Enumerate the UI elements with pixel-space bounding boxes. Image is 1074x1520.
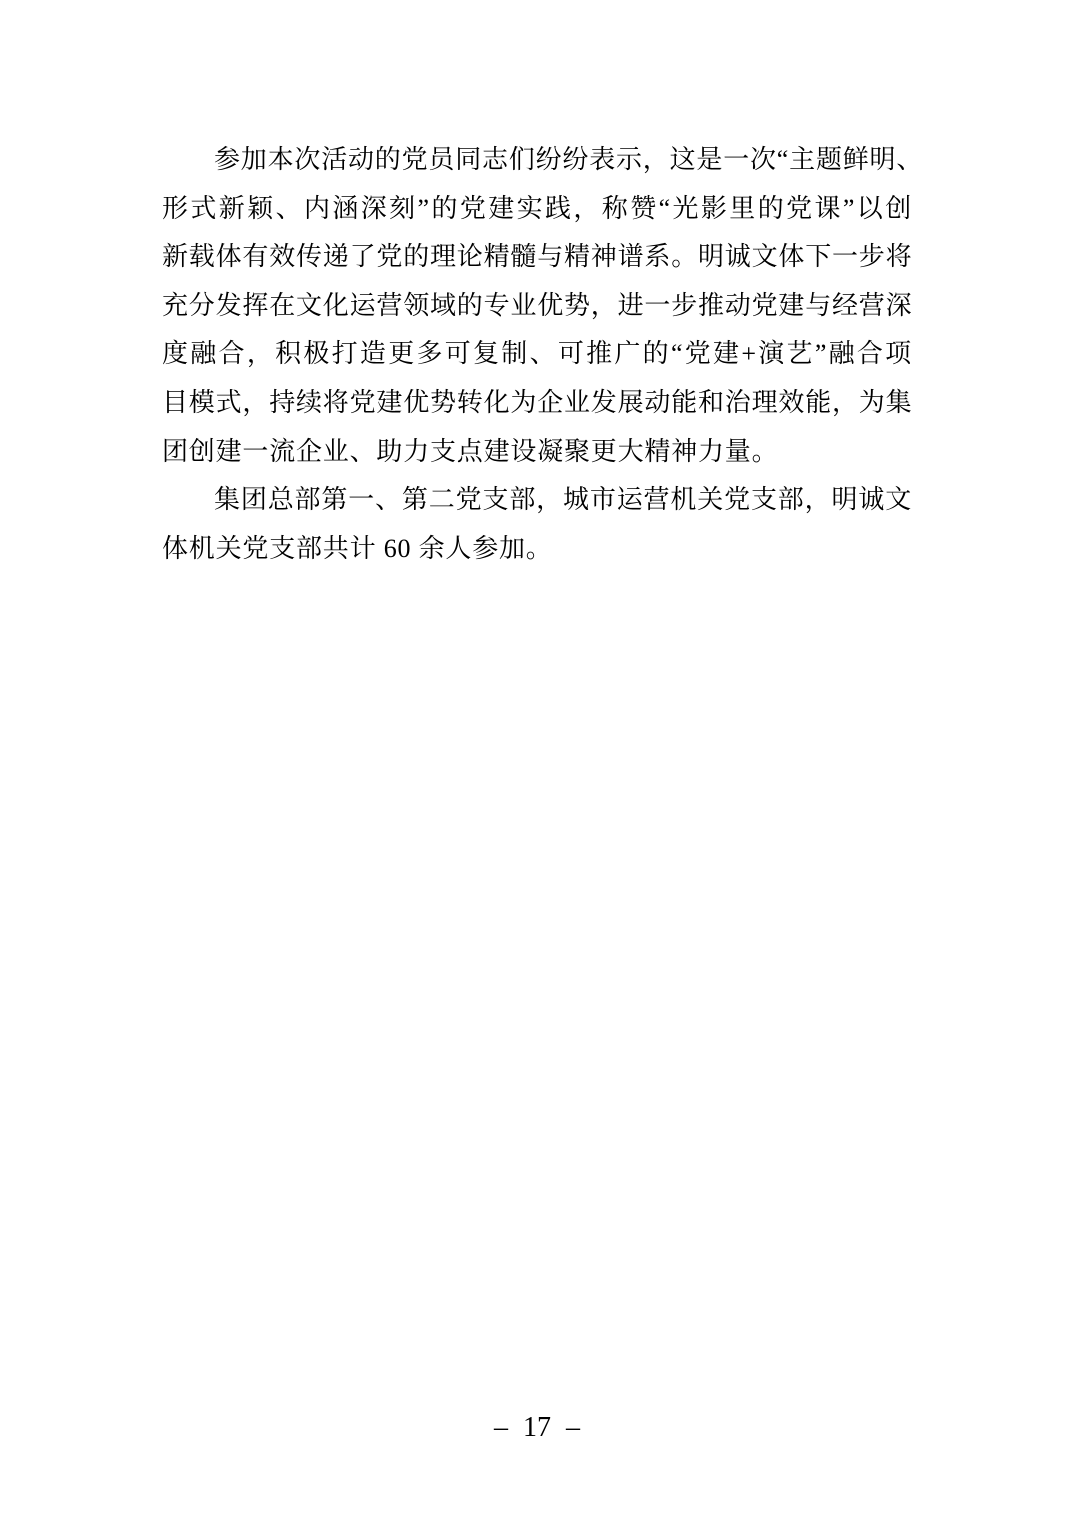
- paragraph-1-line-4: 充分发挥在文化运营领域的专业优势，进一步推动党建与经营深: [162, 290, 913, 320]
- paragraph-1-line-2: 形式新颖、内涵深刻”的党建实践，称赞“光影里的党课”以创: [162, 193, 912, 223]
- paragraph-2-line-1: 集团总部第一、第二党支部，城市运营机关党支部，明诚文: [214, 485, 912, 515]
- paragraph-2-line-2: 体机关党支部共计 60 余人参加。: [162, 533, 553, 563]
- paragraph-1-line-5: 度融合，积极打造更多可复制、可推广的“党建+演艺”融合项: [162, 339, 912, 369]
- paragraph-1-line-3: 新载体有效传递了党的理论精髓与精神谱系。明诚文体下一步将: [162, 242, 913, 272]
- page-number: – 17 –: [494, 1412, 580, 1443]
- body-text: [162, 136, 924, 573]
- paragraph-1-line-1: 参加本次活动的党员同志们纷纷表示，这是一次“主题鲜明、: [214, 145, 924, 174]
- paragraph-1-line-7: 团创建一流企业、助力支点建设凝聚更大精神力量。: [162, 436, 779, 466]
- paragraph-1-line-6: 目模式，持续将党建优势转化为企业发展动能和治理效能，为集: [162, 387, 913, 417]
